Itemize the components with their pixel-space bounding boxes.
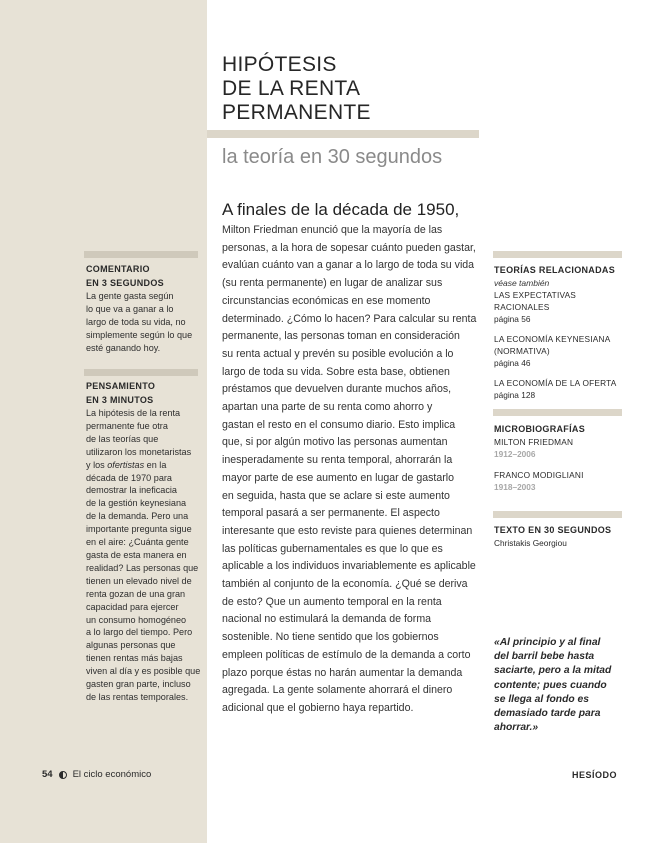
- page-number: 54: [42, 769, 53, 780]
- body-line: préstamos que devuelven durante muchos años,: [222, 383, 452, 396]
- comentario-line: largo de toda su vida, no: [86, 316, 186, 327]
- pensamiento-line: algunas personas que: [86, 640, 176, 651]
- quote-line: demasiado tarde para: [494, 708, 601, 720]
- body-line: sostenible. No tiene sentido que los gobiernos: [222, 631, 439, 644]
- pensamiento-line: gasta de esta manera en: [86, 549, 187, 560]
- half-circle-icon: [59, 771, 67, 779]
- body-line: las políticas gubernamentales es que lo que es: [222, 542, 443, 555]
- title-rule: [207, 130, 479, 138]
- body-line: en seguida, hasta que se aclare si este aumento: [222, 489, 450, 502]
- body-line: permanente, las personas toman en consideración: [222, 330, 460, 343]
- related-theory-page: página 128: [494, 390, 536, 400]
- pensamiento-line: de las teorías que: [86, 433, 159, 444]
- texto-rule: [493, 511, 622, 518]
- pensamiento-line: década de 1970 para: [86, 472, 172, 483]
- vease-label: véase también: [494, 278, 550, 288]
- person-years: 1918–2003: [494, 482, 536, 492]
- quote-line: del barril bebe hasta: [494, 651, 595, 663]
- texto-author: Christakis Georgiou: [494, 538, 567, 548]
- person-name: MILTON FRIEDMAN: [494, 437, 574, 447]
- quote-line: «Al principio y al final: [494, 637, 601, 648]
- comentario-section: [86, 262, 202, 355]
- comentario-line: lo que va a ganar a lo: [86, 303, 174, 314]
- body-line: empleen políticas de estímulo de la demanda a corto: [222, 648, 471, 661]
- pensamiento-text: [86, 407, 202, 704]
- pensamiento-line: tienen un elevado nivel de: [86, 575, 192, 586]
- pensamiento-italic-word: ofertistas: [107, 459, 145, 470]
- body-line: también al conjunto de la economía. ¿Qué se deriva: [222, 578, 468, 591]
- body-line: temporal pasará a ser permanente. El aspecto: [222, 507, 440, 520]
- related-theory-page: página 46: [494, 358, 531, 368]
- title-line-3: PERMANENTE: [222, 101, 371, 124]
- comentario-text: [86, 290, 202, 355]
- pensamiento-line: importante pregunta sigue: [86, 524, 192, 535]
- related-theory-name[interactable]: LAS EXPECTATIVAS: [494, 290, 577, 300]
- body-line: circunstancias económicas en ese momento: [222, 294, 431, 307]
- comentario-heading-1: COMENTARIO: [86, 264, 150, 274]
- teorias-heading: TEORÍAS RELACIONADAS: [494, 265, 616, 275]
- person-name: FRANCO MODIGLIANI: [494, 470, 584, 480]
- page-subtitle: la teoría en 30 segundos: [222, 146, 443, 168]
- texto-section: [494, 523, 629, 549]
- pensamiento-line: capacidad para ejercer: [86, 601, 179, 612]
- pensamiento-line: tienen rentas más bajas: [86, 653, 183, 664]
- quote: [494, 636, 622, 735]
- related-theory-page: página 56: [494, 314, 531, 324]
- body-line: largo de toda su vida. Sobre esta base, obtienen: [222, 365, 450, 378]
- pensamiento-line: viven al día y es posible que: [86, 666, 201, 677]
- pensamiento-line: utilizaron los monetaristas: [86, 446, 192, 457]
- pensamiento-line: gasten gran parte, incluso: [86, 679, 191, 690]
- body-line: gastan el resto en el consumo diario. Esto implica: [222, 418, 456, 431]
- intro-text: A finales de la década de 1950,: [222, 200, 460, 219]
- pensamiento-line: permanente fue otra: [86, 420, 168, 431]
- quote-author: HESÍODO: [572, 770, 618, 780]
- pensamiento-line: de la gestión keynesiana: [86, 498, 187, 509]
- body-line: determinado. ¿Cómo lo hacen? Para calcular su renta: [222, 312, 477, 325]
- related-theory-name[interactable]: RACIONALES: [494, 302, 550, 312]
- body-line: Milton Friedman enunció que la mayoría de las: [222, 224, 443, 236]
- body-line: personas, a la hora de sopesar cuánto pueden gastar,: [222, 241, 476, 254]
- pensamiento-line: un consumo homogéneo: [86, 614, 187, 625]
- body-line: aplicable a los individuos invariablemente es aplicable: [222, 560, 476, 573]
- quote-line: saciarte, pero a la mitad: [494, 665, 612, 677]
- quote-line: contente; pues cuando: [494, 679, 607, 691]
- body-line: apartan una parte de su renta como ahorro y: [222, 401, 433, 414]
- pensamiento-line: de la demanda. Pero una: [86, 511, 189, 522]
- pensamiento-italic-suffix: en la: [144, 459, 167, 470]
- quote-line: se llega al fondo es: [494, 693, 589, 705]
- page-footer: [42, 769, 151, 780]
- body-line: (su renta permanente) en lugar de analizar sus: [222, 277, 443, 290]
- pensamiento-italic-prefix: y los: [86, 459, 108, 470]
- related-theory-name[interactable]: LA ECONOMÍA KEYNESIANA: [494, 334, 611, 344]
- pensamiento-line: de las rentas temporales.: [86, 691, 189, 702]
- title-line-1: HIPÓTESIS: [222, 53, 337, 76]
- pensamiento-line: La hipótesis de la renta: [86, 408, 181, 418]
- body-line: de esto? Que un aumento temporal en la renta: [222, 595, 442, 608]
- body-line: que, si por algún motivo las personas aumentan: [222, 436, 448, 449]
- section-name: El ciclo económico: [72, 769, 152, 780]
- microbiografias-section: [494, 422, 629, 502]
- body-line: interesante que esto reviste para quienes determinan: [222, 524, 473, 537]
- comentario-line: esté ganando hoy.: [86, 342, 161, 353]
- texto-heading: TEXTO EN 30 SEGUNDOS: [494, 525, 612, 535]
- body-line: agregada. La gente solamente ahorrará el dinero: [222, 684, 453, 697]
- pensamiento-line: realidad? Las personas que: [86, 562, 199, 573]
- pensamiento-line: en el aire: ¿Cuánta gente: [86, 537, 189, 548]
- comentario-heading-2: EN 3 SEGUNDOS: [86, 278, 164, 288]
- related-theory-name[interactable]: LA ECONOMÍA DE LA OFERTA: [494, 378, 617, 388]
- teorias-section: [494, 263, 629, 409]
- pensamiento-line: renta gozan de una gran: [86, 588, 186, 599]
- comentario-rule: [84, 251, 198, 258]
- pensamiento-section: [86, 379, 202, 704]
- main-body: [222, 222, 480, 718]
- page-title: [222, 53, 478, 125]
- microbiografias-heading: MICROBIOGRAFÍAS: [494, 424, 585, 434]
- body-line: nacional no estimulará la demanda de forma: [222, 613, 432, 626]
- body-line: mayor parte de ese aumento en lugar de gastarlo: [222, 471, 455, 484]
- body-line: su renta actual y prevén su posible evolución a lo: [222, 347, 454, 360]
- person-years: 1912–2006: [494, 449, 536, 459]
- related-theory-name[interactable]: (NORMATIVA): [494, 346, 550, 356]
- pensamiento-line-italic: [86, 459, 202, 472]
- quote-line: ahorrar.»: [494, 722, 539, 734]
- body-line: plazo porque éstas no harán aumentar la demanda: [222, 666, 463, 679]
- pensamiento-line: a lo largo del tiempo. Pero: [86, 627, 193, 638]
- pensamiento-heading-2: EN 3 MINUTOS: [86, 395, 154, 405]
- title-line-2: DE LA RENTA: [222, 77, 361, 100]
- pensamiento-rule: [84, 369, 198, 376]
- pensamiento-line: demostrar la ineficacia: [86, 485, 177, 496]
- body-line: inesperadamente su renta temporal, ahorrarán la: [222, 454, 453, 467]
- comentario-line: La gente gasta según: [86, 291, 174, 301]
- pensamiento-heading-1: PENSAMIENTO: [86, 381, 156, 391]
- body-line: adicional que el gobierno haya repartido.: [222, 701, 414, 714]
- microbiografias-rule: [493, 409, 622, 416]
- teorias-rule: [493, 251, 622, 258]
- comentario-line: simplemente según lo que: [86, 329, 193, 340]
- body-line: evalúan cuánto van a ganar a lo largo de toda su vida: [222, 259, 475, 272]
